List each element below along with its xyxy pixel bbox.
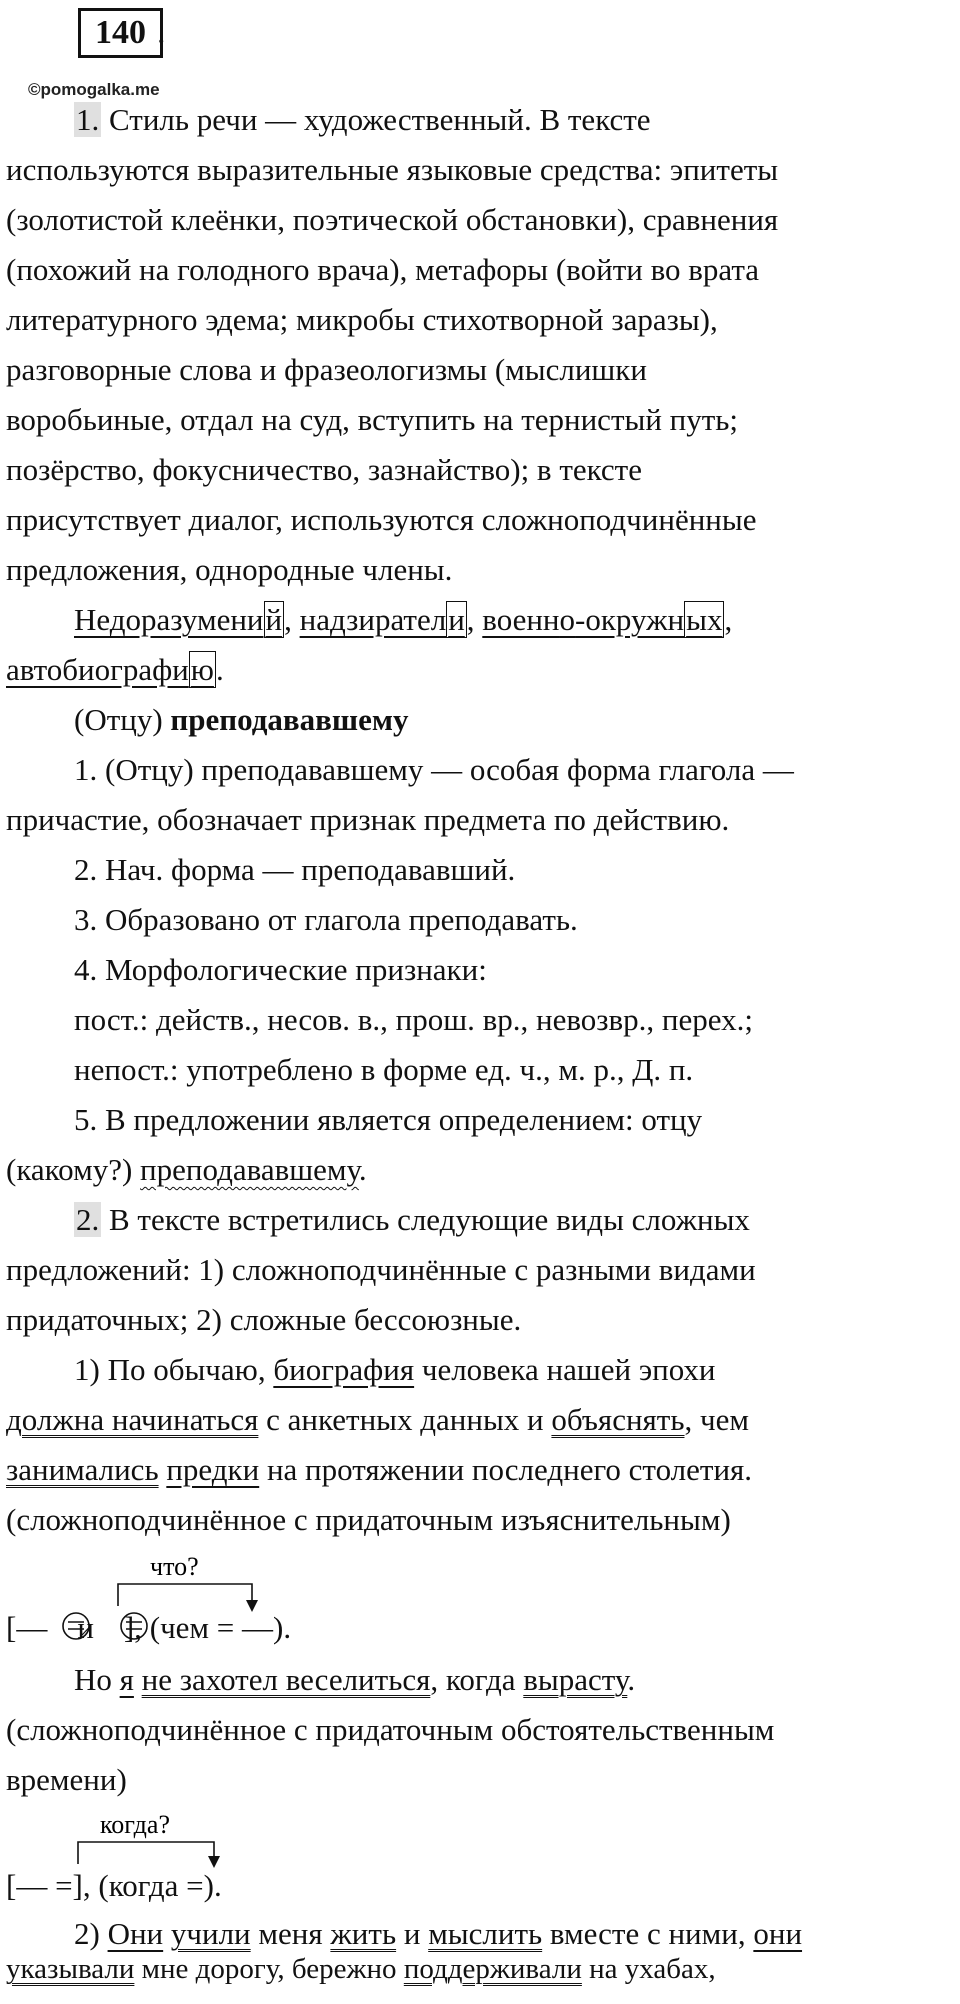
scheme-1-arrow-line: [118, 1584, 252, 1606]
subject: они: [753, 1916, 803, 1951]
s1-line-3: занимались предки на протяжении последнего столетия.: [6, 1452, 753, 1487]
p1-line-10: предложения, однородные члены.: [6, 552, 453, 587]
p2-number: 2.: [76, 1202, 100, 1237]
ending-box: и: [448, 602, 465, 637]
predicate: вырасту: [523, 1662, 628, 1697]
morph-word-3: военно-окружных: [482, 602, 723, 637]
s2-note-2: времени): [6, 1762, 127, 1797]
p1-line-9: присутствует диалог, используются сложноподчинённые: [6, 502, 757, 537]
s1-note: (сложноподчинённое с придаточным изъяснительным): [6, 1502, 731, 1537]
p1-number: 1.: [76, 102, 100, 137]
parse-item-1: 1. (Отцу) преподававшему — особая форма глагола —: [74, 752, 794, 787]
morph-line-2: автобиографию.: [6, 652, 224, 687]
morph-word-2: надзиратели: [299, 602, 465, 637]
scheme-2-text: [— =], (когда =).: [6, 1868, 222, 1903]
predicate: должна начинаться: [6, 1402, 259, 1437]
predicate: не захотел веселиться: [141, 1662, 431, 1697]
scheme-1-question: что?: [150, 1552, 199, 1581]
parse-item-3: 3. Образовано от глагола преподавать.: [74, 902, 578, 937]
subject: я: [119, 1662, 134, 1697]
parse-heading: (Отцу) преподававшему: [74, 702, 409, 737]
predicate: жить: [330, 1916, 397, 1951]
parse-item-5-cont: (какому?) преподававшему.: [6, 1152, 367, 1187]
ending-box: ю: [190, 652, 214, 687]
p1-line-4: (похожий на голодного врача), метафоры (войти во врата: [6, 252, 760, 287]
subject: предки: [166, 1452, 260, 1487]
watermark: ©pomogalka.me: [28, 80, 160, 99]
ending-box: й: [265, 602, 283, 637]
predicate: объяснять: [551, 1402, 685, 1437]
p1-text: Стиль речи — художественный. В тексте: [101, 102, 651, 137]
p1-line-5: литературного эдема; микробы стихотворной заразы),: [6, 302, 718, 337]
p2-line-1: 2. В тексте встретились следующие виды сложных: [76, 1202, 750, 1237]
p2-line-2: предложений: 1) сложноподчинённые с разными видами: [6, 1252, 756, 1287]
morph-word-4: автобиографию: [6, 652, 214, 687]
morph-word-1: Недоразумений: [74, 602, 283, 637]
subject: биография: [273, 1352, 415, 1387]
s2-note-1: (сложноподчинённое с придаточным обстоятельственным: [6, 1712, 775, 1747]
parse-word-bold: преподававшему: [170, 702, 409, 737]
s1-line-2: должна начинаться с анкетных данных и объяснять, чем: [6, 1402, 749, 1437]
parse-item-1-cont: причастие, обозначает признак предмета по действию.: [6, 802, 730, 837]
parse-item-4: 4. Морфологические признаки:: [74, 952, 487, 987]
p1-line-7: воробьиные, отдал на суд, вступить на тернистый путь;: [6, 402, 739, 437]
s3-line-1: 2) Они учили меня жить и мыслить вместе с ними, они: [74, 1916, 803, 1951]
p2-line-3: придаточных; 2) сложные бессоюзные.: [6, 1302, 522, 1337]
scheme-1-text: [— и ], (чем = —).: [6, 1610, 292, 1645]
task-number: 140: [95, 14, 146, 51]
morph-line-1: Недоразумений, надзиратели, военно-окружных,: [74, 602, 733, 637]
predicate: мыслить: [428, 1916, 543, 1951]
p1-line-6: разговорные слова и фразеологизмы (мыслишки: [6, 352, 647, 387]
task-number-dot: .: [157, 14, 166, 51]
ending-box: ых: [686, 602, 723, 637]
parse-const-features: пост.: действ., несов. в., прош. вр., невозвр., перех.;: [74, 1002, 753, 1037]
subject: Они: [107, 1916, 164, 1951]
p1-line-3: (золотистой клеёнки, поэтической обстановки), сравнения: [6, 202, 779, 237]
predicate: занимались: [6, 1452, 159, 1487]
parse-item-2: 2. Нач. форма — преподававший.: [74, 852, 516, 887]
p1-line-2: используются выразительные языковые средства: эпитеты: [6, 152, 779, 187]
parse-var-features: непост.: употреблено в форме ед. ч., м. р., Д. п.: [74, 1052, 694, 1087]
parse-item-5: 5. В предложении является определением: отцу: [74, 1102, 703, 1137]
s2-line-1: Но я не захотел веселиться, когда вырасту.: [74, 1662, 636, 1697]
scheme-2-question: когда?: [100, 1810, 170, 1839]
s3-line-2: указывали мне дорогу, бережно поддерживали на ухабах,: [6, 1953, 716, 1985]
attribute-wavy: преподававшему: [140, 1152, 359, 1187]
predicate: учили: [170, 1916, 251, 1951]
scheme-2-arrow-line: [78, 1842, 214, 1864]
connecting-vowel: о: [559, 602, 576, 637]
p1-line-8: позёрство, фокусничество, зазнайство); в тексте: [6, 452, 642, 487]
s1-line-1: 1) По обычаю, биография человека нашей эпохи: [74, 1352, 716, 1387]
